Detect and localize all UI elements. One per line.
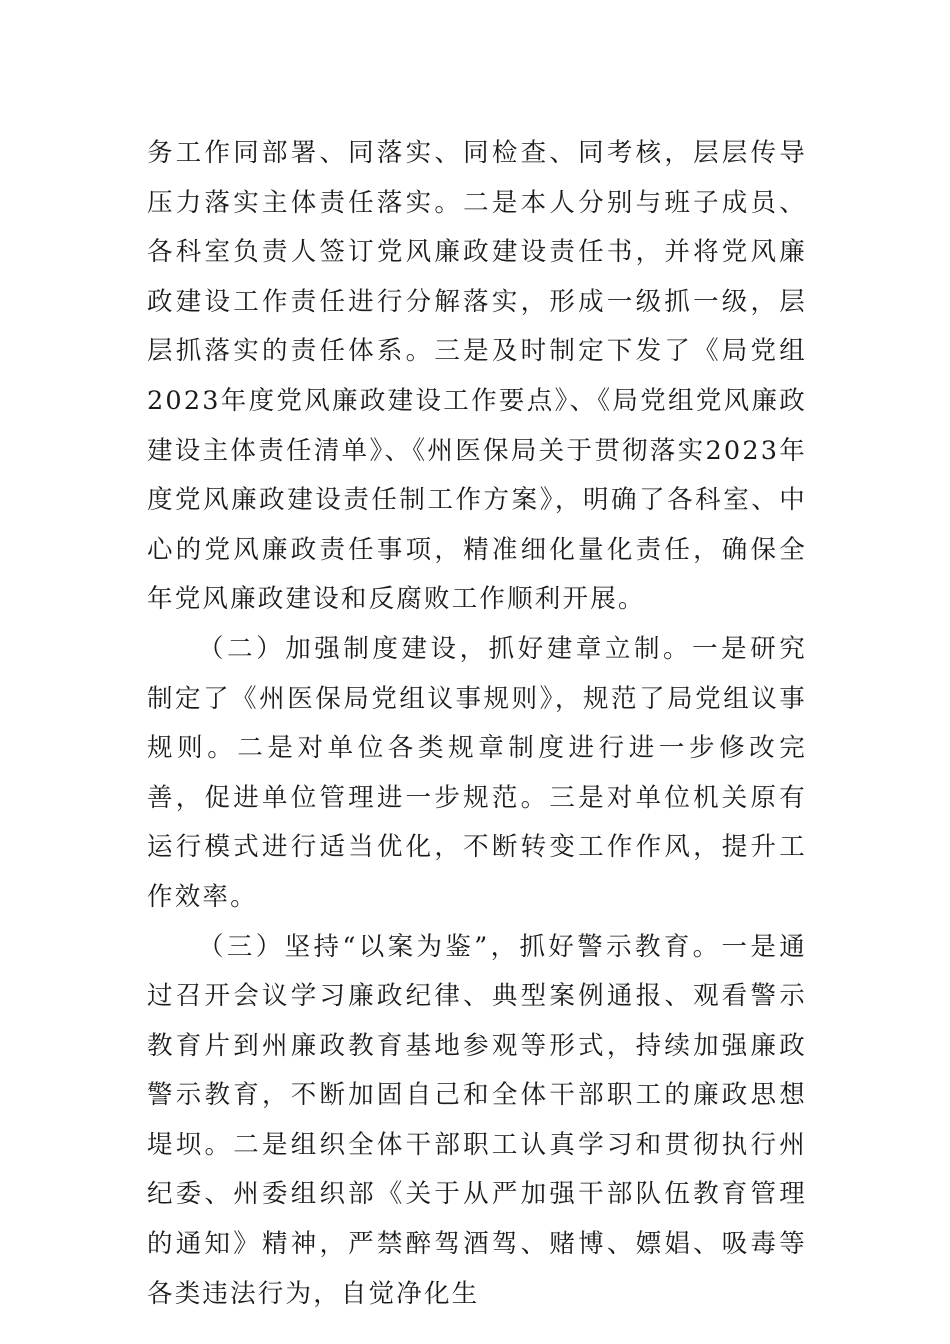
paragraph-2: （二）加强制度建设，抓好建章立制。一是研究制定了《州医保局党组议事规则》，规范了局党组议事规则。二是对单位各类规章制度进行进一步修改完善，促进单位管理进一步规范。三是对单位机关原有运行模式进行适当优化，不断转变工作作风，提升工作效率。 xyxy=(147,633,807,912)
paragraph-3: （三）坚持“以案为鉴”，抓好警示教育。一是通过召开会议学习廉政纪律、典型案例通报、观看警示教育片到州廉政教育基地参观等形式，持续加强廉政警示教育，不断加固自己和全体干部职工的廉政思想堤坝。二是组织全体干部职工认真学习和贯彻执行州纪委、州委组织部《关于从严加强干部队伍教育管理的通知》精神，严禁醉驾酒驾、赌博、嫖娼、吸毒等各类违法行为，自觉净化生 xyxy=(147,931,807,1309)
paragraph-1: 务工作同部署、同落实、同检查、同考核，层层传导压力落实主体责任落实。二是本人分别与班子成员、各科室负责人签订党风廉政建设责任书，并将党风廉政建设工作责任进行分解落实，形成一级抓一级，层层抓落实的责任体系。三是及时制定下发了《局党组2023年度党风廉政建设工作要点》、《局党组党风廉政建设主体责任清单》、《州医保局关于贯彻落实2023年度党风廉政建设责任制工作方案》，明确了各科室、中心的党风廉政责任事项，精准细化量化责任，确保全年党风廉政建设和反腐败工作顺利开展。 xyxy=(147,138,807,615)
document-body xyxy=(147,129,807,1319)
